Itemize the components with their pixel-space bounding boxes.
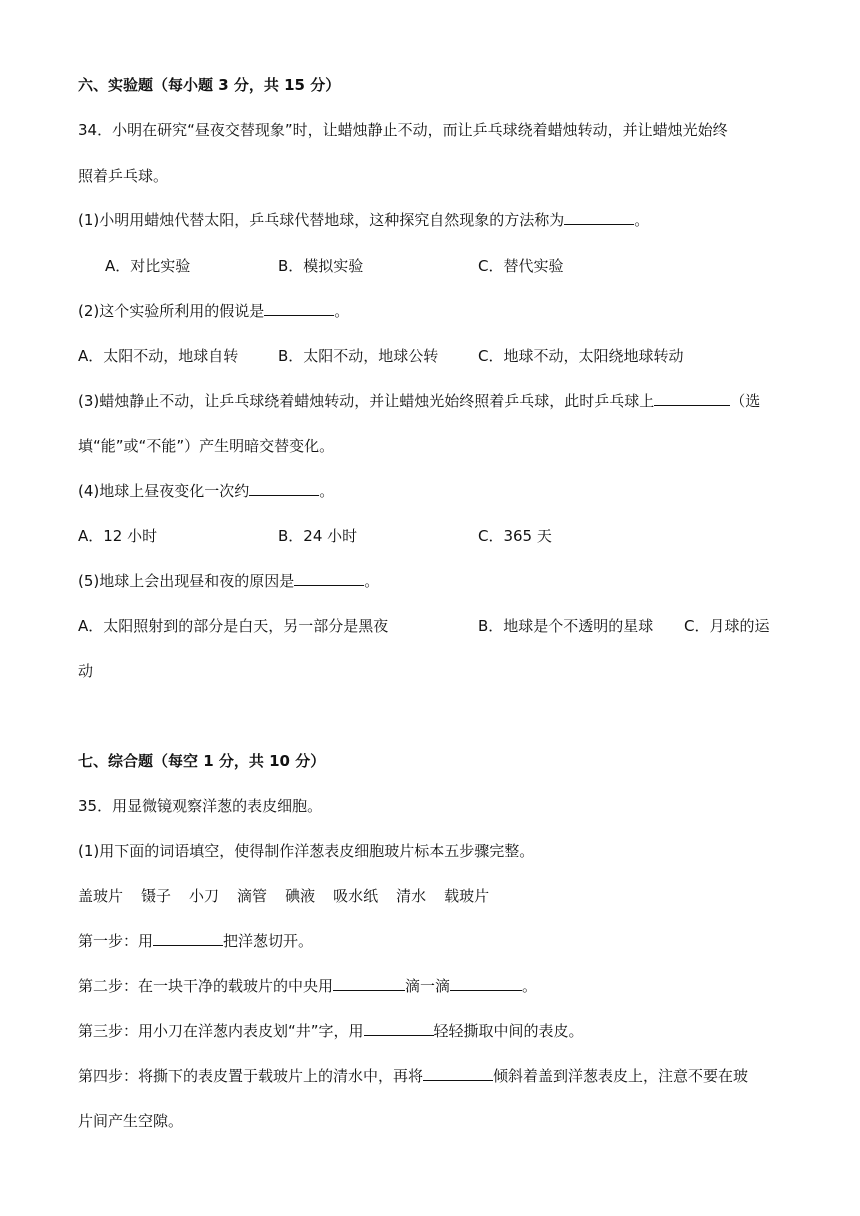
word-bank-item: 镊子 — [141, 887, 172, 905]
word-bank-item: 吸水纸 — [333, 887, 379, 905]
option-b: B．地球是个不透明的星球 — [478, 617, 654, 635]
step-3-text: 第三步：用小刀在洋葱内表皮划“井”字，用 — [78, 1022, 364, 1040]
step-3 — [78, 1021, 584, 1041]
step-1 — [78, 931, 313, 951]
sub-question-3-end: （选 — [730, 392, 761, 410]
answer-blank[interactable] — [364, 1021, 434, 1036]
question-34-line2: 照着乒乓球。 — [78, 167, 169, 185]
sub-question-1-text: (1)小明用蜡烛代替太阳，乒乓球代替地球，这种探究自然现象的方法称为 — [78, 211, 565, 229]
option-a: A．12 小时 — [78, 527, 158, 545]
period: 。 — [634, 211, 650, 229]
option-a: A．太阳照射到的部分是白天，另一部分是黑夜 — [78, 617, 389, 635]
option-b: B．24 小时 — [278, 527, 358, 545]
sub-question-4-text: (4)地球上昼夜变化一次约 — [78, 482, 250, 500]
option-a: A．对比实验 — [105, 257, 191, 275]
word-bank-item: 清水 — [396, 887, 427, 905]
answer-blank[interactable] — [333, 976, 405, 991]
answer-blank[interactable] — [654, 391, 730, 406]
step-4-line2: 片间产生空隙。 — [78, 1112, 184, 1130]
sub-question-1 — [78, 210, 649, 230]
word-bank-item: 滴管 — [237, 887, 268, 905]
sub-question-5 — [78, 571, 379, 591]
answer-blank[interactable] — [564, 210, 634, 225]
answer-blank[interactable] — [450, 976, 522, 991]
sub-question-3-line2: 填“能”或“不能”）产生明暗交替变化。 — [78, 437, 335, 455]
sub-question-3-line1 — [78, 391, 760, 411]
sub-question-3-text: (3)蜡烛静止不动，让乒乓球绕着蜡烛转动，并让蜡烛光始终照着乒乓球，此时乒乓球上 — [78, 392, 655, 410]
option-c: C．月球的运 — [684, 617, 770, 635]
section-6-title: 六、实验题（每小题 3 分，共 15 分） — [78, 76, 341, 94]
step-2-text: 第二步：在一块干净的载玻片的中央用 — [78, 977, 334, 995]
option-c: C．替代实验 — [478, 257, 564, 275]
period: 。 — [522, 977, 538, 995]
answer-blank[interactable] — [423, 1066, 493, 1081]
sub-question-2 — [78, 301, 349, 321]
answer-blank[interactable] — [153, 931, 223, 946]
step-2-text-mid: 滴一滴 — [405, 977, 451, 995]
sub-question-4 — [78, 481, 334, 501]
word-bank-item: 小刀 — [189, 887, 220, 905]
step-4-line1 — [78, 1066, 748, 1086]
sub-question-5-text: (5)地球上会出现昼和夜的原因是 — [78, 572, 295, 590]
word-bank-item: 载玻片 — [444, 887, 490, 905]
word-bank — [78, 886, 507, 906]
answer-blank[interactable] — [264, 301, 334, 316]
step-1-text-end: 把洋葱切开。 — [223, 932, 314, 950]
option-b: B．太阳不动，地球公转 — [278, 347, 439, 365]
step-3-text-end: 轻轻撕取中间的表皮。 — [433, 1022, 584, 1040]
answer-blank[interactable] — [249, 481, 319, 496]
option-a: A．太阳不动，地球自转 — [78, 347, 239, 365]
question-35-sub1: (1)用下面的词语填空，使得制作洋葱表皮细胞玻片标本五步骤完整。 — [78, 842, 535, 860]
answer-blank[interactable] — [294, 571, 364, 586]
question-34-line1: 34．小明在研究“昼夜交替现象”时，让蜡烛静止不动，而让乒乓球绕着蜡烛转动，并让蜡烛光始终 — [78, 121, 728, 139]
step-4-text: 第四步：将撕下的表皮置于载玻片上的清水中，再将 — [78, 1067, 424, 1085]
word-bank-item: 盖玻片 — [78, 887, 124, 905]
option-c-wrap: 动 — [78, 662, 94, 680]
period: 。 — [364, 572, 380, 590]
step-4-text-end: 倾斜着盖到洋葱表皮上，注意不要在玻 — [493, 1067, 749, 1085]
sub-question-2-text: (2)这个实验所利用的假说是 — [78, 302, 265, 320]
option-b: B．模拟实验 — [278, 257, 364, 275]
step-2 — [78, 976, 537, 996]
word-bank-item: 碘液 — [285, 887, 316, 905]
option-c: C．地球不动，太阳绕地球转动 — [478, 347, 684, 365]
step-1-text: 第一步：用 — [78, 932, 154, 950]
option-c: C．365 天 — [478, 527, 552, 545]
section-7-title: 七、综合题（每空 1 分，共 10 分） — [78, 752, 326, 770]
question-35: 35．用显微镜观察洋葱的表皮细胞。 — [78, 797, 323, 815]
period: 。 — [319, 482, 335, 500]
period: 。 — [334, 302, 350, 320]
